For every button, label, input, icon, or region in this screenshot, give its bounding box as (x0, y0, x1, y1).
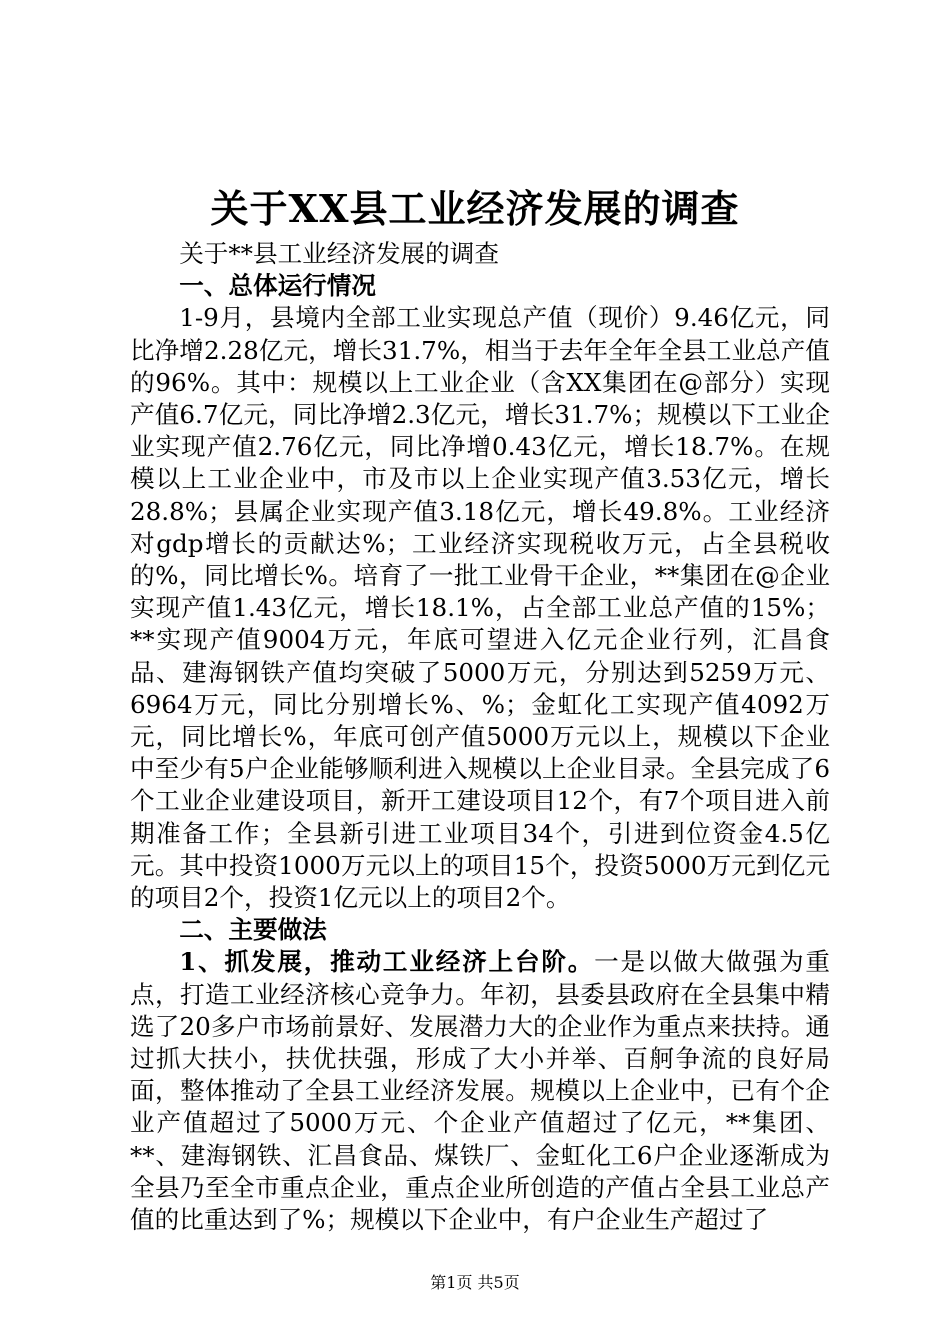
section-heading-overview: 一、总体运行情况 (179, 271, 376, 301)
section-paragraph-practices (130, 946, 830, 1236)
page-number-footer: 第1页 共5页 (430, 1273, 520, 1292)
section-heading-practices: 二、主要做法 (179, 915, 327, 945)
paragraph-body-text: 一是以做大做强为重点，打造工业经济核心竞争力。年初，县委县政府在全县集中精选了20多户市场前景好、发展潜力大的企业作为重点来扶持。通过抓大扶小，扶优扶强，形成了大小并举、百舸争流的良好局面，整体推动了全县工业经济发展。规模以上企业中，已有个企业产值超过了5000万元、个企业产值超过了亿元，**集团、**、建海钢铁、汇昌食品、煤铁厂、金虹化工6户企业逐渐成为全县乃至全市重点企业，重点企业所创造的产值占全县工业总产值的比重达到了%；规模以下企业中，有户企业生产超过了 (130, 947, 830, 1235)
document-body (130, 238, 830, 1236)
paragraph-lead-sentence: 1、抓发展，推动工业经济上台阶。 (179, 947, 595, 977)
document-subtitle: 关于**县工业经济发展的调查 (179, 239, 499, 268)
document-title: 关于XX县工业经济发展的调查 (210, 186, 740, 231)
section-paragraph-overview: 1-9月，县境内全部工业实现总产值（现价）9.46亿元，同比净增2.28亿元，增长31.7%，相当于去年全年全县工业总产值的96%。其中：规模以上工业企业（含XX集团在@部分）实现产值6.7亿元，同比净增2.3亿元，增长31.7%；规模以下工业企业实现产值2.76亿元，同比净增0.43亿元，增长18.7%。在规模以上工业企业中，市及市以上企业实现产值3.53亿元，增长28.8%；县属企业实现产值3.18亿元，增长49.8%。工业经济对gdp增长的贡献达%；工业经济实现税收万元，占全县税收的%，同比增长%。培育了一批工业骨干企业，**集团在@企业实现产值1.43亿元，增长18.1%，占全部工业总产值的15%；**实现产值9004万元，年底可望进入亿元企业行列，汇昌食品、建海钢铁产值均突破了5000万元，分别达到5259万元、6964万元，同比分别增长%、%；金虹化工实现产值4092万元，同比增长%，年底可创产值5000万元以上，规模以下企业中至少有5户企业能够顺利进入规模以上企业目录。全县完成了6个工业企业建设项目，新开工建设项目12个，有7个项目进入前期准备工作；全县新引进工业项目34个，引进到位资金4.5亿元。其中投资1000万元以上的项目15个，投资5000万元到亿元的项目2个，投资1亿元以上的项目2个。 (130, 303, 830, 913)
